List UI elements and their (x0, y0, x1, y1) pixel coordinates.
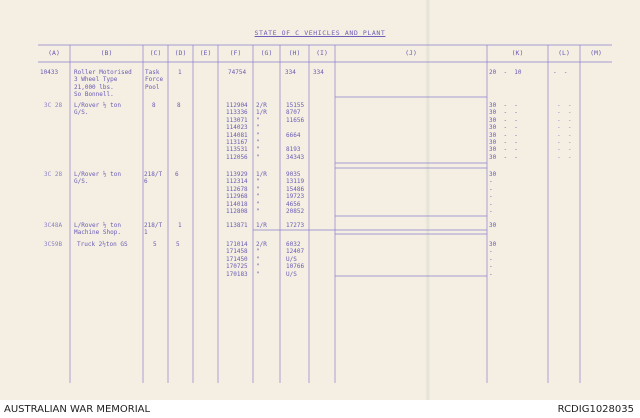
row4-c: 218/T 1 (144, 222, 163, 237)
row4-k: 30 (489, 222, 497, 229)
row1-h: 334 (285, 69, 296, 76)
row2-c: 8 (152, 102, 156, 109)
footer-left-label: AUSTRALIAN WAR MEMORIAL (4, 404, 151, 415)
row5-h: 6032 12407 U/S 10766 U/S (286, 241, 305, 278)
row4-f: 113871 (226, 222, 248, 229)
row1-l: - - (553, 69, 568, 76)
row3-f: 113929 112314 112678 112968 114018 112808 (226, 171, 248, 216)
header-i: (I) (316, 49, 328, 57)
row2-g: 2/R 1/R " " " " " " (256, 102, 267, 161)
row3-c: 218/T 6 (144, 171, 163, 186)
row1-k: 20 - 10 (489, 69, 522, 76)
header-a: (A) (48, 49, 60, 57)
row5-c: 5 (153, 241, 157, 248)
row3-d: 6 (175, 171, 179, 178)
header-g: (G) (260, 49, 273, 57)
row2-k: 30 - - 30 - - 30 - - 30 - - 30 - - 30 - - 30 - - 30 - - (489, 102, 518, 161)
row1-d: 1 (178, 69, 182, 76)
header-j: (J) (405, 49, 417, 57)
row4-g: 1/R (256, 222, 267, 229)
row1-c: Task Force Pool (145, 69, 164, 91)
row2-h: 15155 8707 11656 6664 8193 34343 (286, 102, 305, 161)
row3-g: 1/R " " " " " (256, 171, 267, 216)
row5-d: 5 (176, 241, 180, 248)
row2-f: 112904 113336 113071 114023 114081 113167 113531 112056 (226, 102, 248, 161)
row4-a: 3C48A (44, 222, 63, 229)
row3-k: 30 - - - - - (489, 171, 497, 216)
row1-i: 334 (313, 69, 324, 76)
row5-g: 2/R " " " " (256, 241, 267, 278)
header-f: (F) (229, 49, 242, 57)
row1-b: Roller Motorised 3 Wheel Type 21,000 lbs. So Bonnell. (74, 69, 132, 99)
header-d: (D) (174, 49, 187, 57)
row4-d: 1 (178, 222, 182, 229)
row3-a: 3C 28 (44, 171, 63, 178)
row3-b: L/Rover ½ ton G/S. (74, 171, 121, 186)
row1-f: 74754 (228, 69, 247, 76)
row2-l: - - - - - - - - - - - - - - - - (557, 102, 572, 161)
row3-h: 9035 13119 15486 19723 4656 20852 (286, 171, 305, 216)
header-e: (E) (199, 49, 212, 57)
row2-d: 8 (177, 102, 181, 109)
header-c: (C) (149, 49, 162, 57)
header-m: (M) (590, 49, 602, 57)
row5-b: Truck 2½ton GS (77, 241, 128, 248)
row2-a: 3C 28 (44, 102, 63, 109)
row1-a: 10433 (40, 69, 59, 76)
row5-f: 171014 171458 171450 170725 170183 (226, 241, 248, 278)
header-h: (H) (288, 49, 301, 57)
footer-right-label: RCDIG1028035 (557, 404, 634, 415)
row5-k: 30 - - - - (489, 241, 497, 278)
header-l: (L) (558, 49, 570, 57)
row4-h: 17273 (286, 222, 305, 229)
header-k: (K) (511, 49, 524, 57)
document-title: STATE OF C VEHICLES AND PLANT (254, 29, 386, 37)
row4-b: L/Rover ½ ton Machine Shop. (74, 222, 121, 237)
header-b: (B) (100, 49, 113, 57)
archive-footer (0, 400, 640, 418)
row2-b: L/Rover ½ ton G/S. (74, 102, 121, 117)
row5-a: 3C59B (44, 241, 63, 248)
